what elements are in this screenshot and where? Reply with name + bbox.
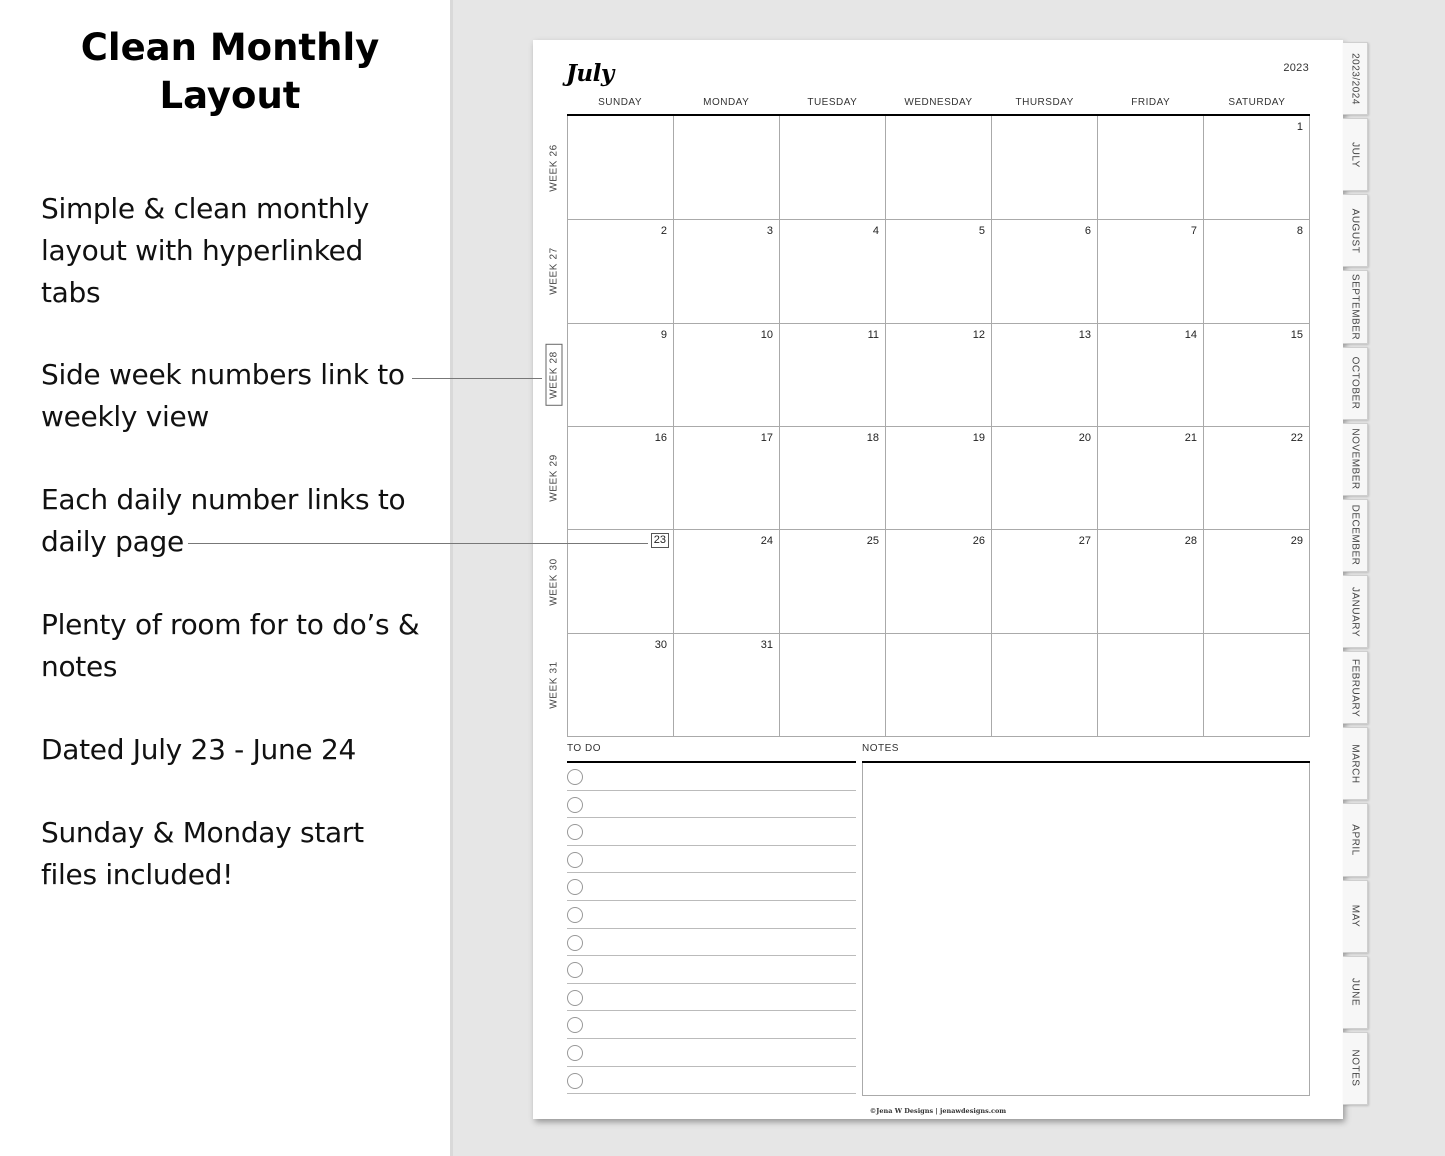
day-cell (674, 116, 780, 219)
day-link-18[interactable]: 18 (866, 432, 879, 444)
tab-march[interactable] (1343, 727, 1368, 800)
day-cell (568, 323, 674, 426)
day-link-17[interactable]: 17 (760, 432, 773, 444)
day-cell (992, 116, 1098, 219)
tab-label: JULY (1349, 141, 1361, 168)
day-cell (1098, 426, 1204, 529)
todo-row[interactable] (567, 956, 856, 984)
day-headers (567, 96, 1310, 114)
day-header-sunday: SUNDAY (598, 97, 643, 108)
day-cell (780, 426, 886, 529)
day-cell (568, 116, 674, 219)
promo-panel (0, 0, 450, 1156)
day-cell (992, 529, 1098, 632)
day-link-20[interactable]: 20 (1078, 432, 1091, 444)
day-link-12[interactable]: 12 (972, 328, 985, 341)
todo-row[interactable] (567, 1011, 856, 1039)
calendar-grid (567, 116, 1310, 737)
day-link-8[interactable]: 8 (1296, 225, 1303, 238)
todo-row[interactable] (567, 846, 856, 874)
side-tabs (1343, 42, 1368, 1108)
year-label: 2023 (1283, 62, 1309, 74)
day-cell (1204, 529, 1310, 632)
day-link-16[interactable]: 16 (654, 432, 667, 444)
tab-june[interactable] (1343, 956, 1368, 1029)
circle-checkbox-icon[interactable] (567, 824, 583, 840)
notes-box[interactable] (862, 763, 1310, 1096)
tab-label: DECEMBER (1349, 505, 1361, 566)
circle-checkbox-icon[interactable] (567, 907, 583, 923)
panel-title (0, 24, 460, 120)
day-cell (568, 529, 674, 632)
day-cell (1098, 633, 1204, 736)
day-header-thursday: THURSDAY (1015, 97, 1074, 108)
day-cell (780, 529, 886, 632)
day-cell (674, 219, 780, 322)
feature-daily-numbers: Each daily number links to daily page (41, 483, 406, 558)
notes-label: NOTES (862, 743, 899, 754)
day-link-21[interactable]: 21 (1184, 432, 1197, 444)
day-link-30[interactable]: 30 (654, 638, 667, 651)
day-cell (674, 323, 780, 426)
circle-checkbox-icon[interactable] (567, 852, 583, 868)
week-label-cell (541, 116, 567, 220)
day-cell (1204, 426, 1310, 529)
day-cell (568, 219, 674, 322)
tab-label: MARCH (1349, 744, 1361, 784)
day-link-23[interactable]: 23 (651, 533, 669, 548)
day-link-7[interactable]: 7 (1190, 225, 1197, 238)
day-cell (886, 323, 992, 426)
tab-label: OCTOBER (1349, 356, 1361, 410)
week-link-week-26[interactable]: WEEK 26 (548, 143, 560, 192)
tab-label: AUGUST (1349, 208, 1361, 254)
feature-dated: Dated July 23 - June 24 (41, 733, 356, 766)
week-label-cell (541, 530, 567, 634)
circle-checkbox-icon[interactable] (567, 962, 583, 978)
todo-row[interactable] (567, 763, 856, 791)
feature-start-files: Sunday & Monday start files included! (41, 816, 364, 891)
day-cell (992, 323, 1098, 426)
week-label-cell (541, 220, 567, 324)
tab-november[interactable] (1343, 423, 1368, 496)
day-header-wednesday: WEDNESDAY (904, 97, 973, 108)
week-link-week-29[interactable]: WEEK 29 (548, 454, 560, 503)
day-cell (886, 426, 992, 529)
tab-february[interactable] (1343, 651, 1368, 724)
tab-label: MAY (1349, 904, 1361, 928)
week-label-cell (541, 323, 567, 427)
feature-todo-notes: Plenty of room for to do’s & notes (41, 608, 420, 683)
day-cell (886, 529, 992, 632)
day-cell (674, 529, 780, 632)
tab-notes[interactable] (1343, 1032, 1368, 1105)
todo-list (567, 763, 856, 1094)
day-cell (568, 426, 674, 529)
day-cell (992, 633, 1098, 736)
tab-label: JANUARY (1349, 586, 1361, 637)
day-header-friday: FRIDAY (1131, 97, 1171, 108)
day-cell (780, 323, 886, 426)
panel-title-line-1: Clean Monthly (80, 26, 380, 69)
day-link-13[interactable]: 13 (1078, 328, 1091, 341)
todo-row[interactable] (567, 984, 856, 1012)
day-cell (886, 116, 992, 219)
day-cell (1098, 219, 1204, 322)
week-link-week-27[interactable]: WEEK 27 (548, 247, 560, 296)
day-cell (886, 633, 992, 736)
tab-label: SEPTEMBER (1349, 273, 1361, 341)
week-label-cell (541, 634, 567, 738)
day-link-26[interactable]: 26 (972, 535, 985, 548)
week-labels (541, 116, 567, 737)
day-link-22[interactable]: 22 (1290, 432, 1303, 444)
tab-april[interactable] (1343, 803, 1368, 876)
month-title: July (566, 60, 614, 87)
day-link-6[interactable]: 6 (1084, 225, 1091, 238)
tab-label: NOTES (1349, 1049, 1361, 1087)
todo-row[interactable] (567, 873, 856, 901)
todo-row[interactable] (567, 818, 856, 846)
day-cell (1098, 116, 1204, 219)
tab-december[interactable] (1343, 499, 1368, 572)
tab-label: FEBRUARY (1349, 658, 1361, 717)
day-link-31[interactable]: 31 (760, 638, 773, 651)
day-link-15[interactable]: 15 (1290, 328, 1303, 341)
day-cell (780, 219, 886, 322)
day-header-saturday: SATURDAY (1228, 97, 1286, 108)
day-link-29[interactable]: 29 (1290, 535, 1303, 548)
day-link-10[interactable]: 10 (760, 328, 773, 341)
tab-august[interactable] (1343, 194, 1368, 267)
circle-checkbox-icon[interactable] (567, 1045, 583, 1061)
day-link-3[interactable]: 3 (766, 225, 773, 238)
day-cell (886, 219, 992, 322)
day-cell (674, 633, 780, 736)
footer-credit: ©Jena W Designs | jenawdesigns.com (869, 1107, 1007, 1115)
todo-row[interactable] (567, 791, 856, 819)
day-header-tuesday: TUESDAY (807, 97, 858, 108)
week-label-cell (541, 427, 567, 531)
circle-checkbox-icon[interactable] (567, 879, 583, 895)
circle-checkbox-icon[interactable] (567, 935, 583, 951)
circle-checkbox-icon[interactable] (567, 1073, 583, 1089)
day-link-4[interactable]: 4 (872, 225, 879, 238)
tab-label: NOVEMBER (1349, 428, 1361, 490)
planner-page (533, 40, 1343, 1119)
day-cell (1204, 633, 1310, 736)
tab-label: APRIL (1349, 824, 1361, 856)
day-header-monday: MONDAY (703, 97, 750, 108)
day-link-28[interactable]: 28 (1184, 535, 1197, 548)
day-link-24[interactable]: 24 (760, 535, 773, 548)
callout-line-day (188, 543, 648, 544)
day-link-19[interactable]: 19 (972, 432, 985, 444)
day-link-25[interactable]: 25 (866, 535, 879, 548)
day-link-5[interactable]: 5 (978, 225, 985, 238)
day-cell (1098, 529, 1204, 632)
day-cell (992, 219, 1098, 322)
day-link-27[interactable]: 27 (1078, 535, 1091, 548)
todo-row[interactable] (567, 929, 856, 957)
circle-checkbox-icon[interactable] (567, 769, 583, 785)
feature-hyperlinked-tabs: Simple & clean monthly layout with hyperlinked tabs (41, 192, 370, 309)
todo-row[interactable] (567, 901, 856, 929)
day-cell (992, 426, 1098, 529)
circle-checkbox-icon[interactable] (567, 1017, 583, 1033)
day-cell (780, 633, 886, 736)
tab-september[interactable] (1343, 270, 1368, 343)
circle-checkbox-icon[interactable] (567, 990, 583, 1006)
tab-may[interactable] (1343, 880, 1368, 953)
day-link-1[interactable]: 1 (1296, 121, 1303, 133)
day-cell (1098, 323, 1204, 426)
day-cell (780, 116, 886, 219)
day-cell (1204, 116, 1310, 219)
day-link-14[interactable]: 14 (1184, 328, 1197, 341)
todo-label: TO DO (567, 743, 601, 754)
day-cell (568, 633, 674, 736)
day-link-9[interactable]: 9 (660, 328, 667, 341)
feature-week-numbers: Side week numbers link to weekly view (41, 358, 405, 433)
day-cell (1204, 219, 1310, 322)
tab-2023-2024[interactable] (1343, 42, 1368, 115)
day-link-2[interactable]: 2 (660, 225, 667, 238)
tab-october[interactable] (1343, 347, 1368, 420)
week-link-week-28[interactable]: WEEK 28 (546, 344, 563, 406)
todo-row[interactable] (567, 1067, 856, 1095)
day-cell (1204, 323, 1310, 426)
callout-line-week (412, 378, 542, 379)
week-link-week-30[interactable]: WEEK 30 (548, 557, 560, 606)
tab-label: JUNE (1349, 978, 1361, 1007)
panel-title-line-2: Layout (159, 74, 301, 117)
tab-january[interactable] (1343, 575, 1368, 648)
day-link-11[interactable]: 11 (867, 328, 879, 341)
circle-checkbox-icon[interactable] (567, 797, 583, 813)
day-cell (674, 426, 780, 529)
tab-label: 2023/2024 (1349, 52, 1361, 105)
week-link-week-31[interactable]: WEEK 31 (548, 661, 560, 710)
todo-row[interactable] (567, 1039, 856, 1067)
tab-july[interactable] (1343, 118, 1368, 191)
